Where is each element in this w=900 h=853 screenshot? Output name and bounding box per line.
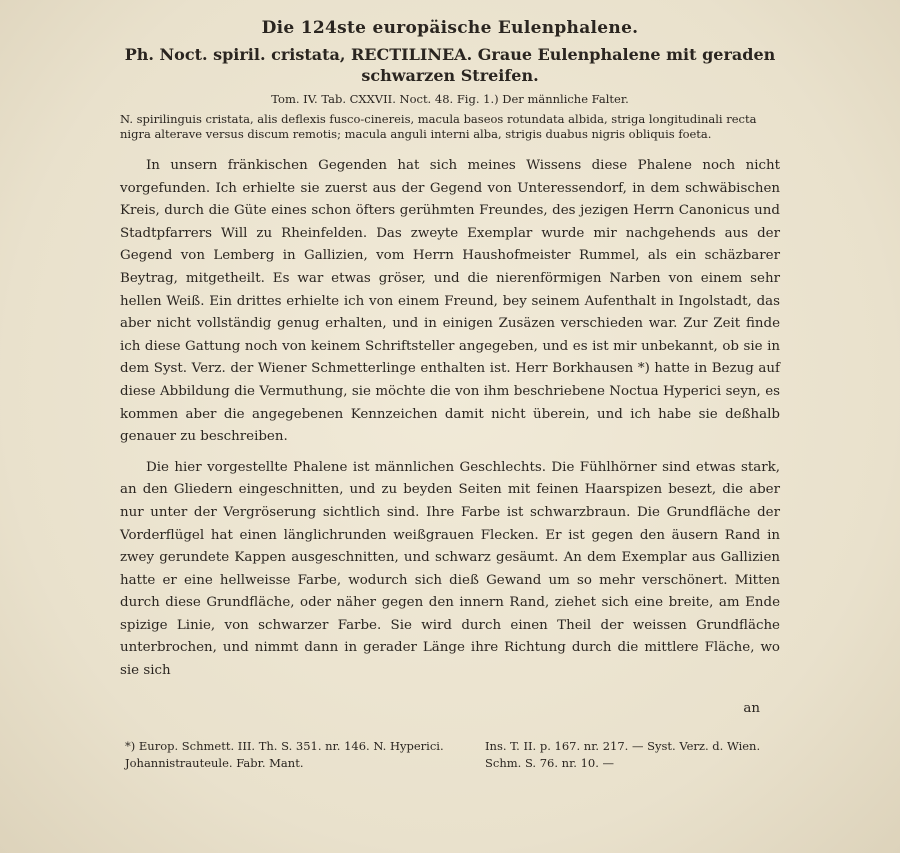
footnote-left: *) Europ. Schmett. III. Th. S. 351. nr. 146. N. Hyperici. Johannistrauteule. Fabr. Mant. (125, 739, 444, 770)
paragraph: Die hier vorgestellte Phalene ist männlichen Geschlechts. Die Fühlhörner sind etwas stark, an den Gliedern eingeschnitten, und zu beyden Seiten mit feinen Haarspizen besezt, die aber nur unter der Vergröserung sichtlich sind. Ihre Farbe ist schwarzbraun. Die Grundfläche der Vorderflügel hat einen länglichrunden weißgrauen Flecken. Er ist gegen den äusern Rand in zwey gerundete Kappen ausgeschnitten, und schwarz gesäumt. An dem Exemplar aus Gallizien hatte er eine hellweisse Farbe, wodurch sich dieß Gewand um so mehr verschönert. Mitten durch diese Grundfläche, oder näher gegen den innern Rand, ziehet sich eine breite, am Ende spizige Linie, von schwarzer Farbe. Sie wird durch einen Theil der weissen Grundfläche unterbrochen, und nimmt dann in gerader Länge ihre Richtung durch die mittlere Fläche, wo sie sich (120, 459, 780, 679)
body-text (120, 155, 780, 683)
species-subtitle: Ph. Noct. spiril. cristata, RECTILINEA. Graue Eulenphalene mit geraden schwarzen Streifen. (124, 45, 776, 85)
page-title: Die 124ste europäische Eulenphalene. (261, 18, 639, 38)
plate-reference: Tom. IV. Tab. CXXVII. Noct. 48. Fig. 1.) Der männliche Falter. (271, 92, 629, 106)
footnote-right: Ins. T. II. p. 167. nr. 217. — Syst. Verz. d. Wien. Schm. S. 76. nr. 10. — (485, 739, 761, 770)
catchword: an (743, 701, 760, 716)
paragraph: In unsern fränkischen Gegenden hat sich meines Wissens diese Phalene noch nicht vorgefunden. Ich erhielte sie zuerst aus der Gegend von Unteressendorf, in dem schwäbischen Kreis, durch die Güte eines schon öfters gerühmten Freundes, des jezigen Herrn Canonicus und Stadtpfarrers Will zu Rheinfelden. Das zweyte Exemplar wurde mir nachgehends aus der Gegend von Lemberg in Gallizien, vom Herrn Haushofmeister Rummel, als ein schäzbarer Beytrag, mitgetheilt. Es war etwas gröser, und die nierenförmigen Narben von einem sehr hellen Weiß. Ein drittes erhielte ich von einem Freund, bey seinem Aufenthalt in Ingolstadt, das aber nicht vollständig genug erhalten, und in einigen Zusäzen verschieden war. Zur Zeit finde ich diese Gattung noch von keinem Schriftsteller angegeben, und es ist mir unbekannt, ob sie in dem Syst. Verz. der Wiener Schmetterlinge enthalten ist. Herr Borkhausen *) hatte in Bezug auf diese Abbildung die Vermuthung, sie möchte die von ihm beschriebene Noctua Hyperici seyn, es kommen aber die angegebenen Kennzeichen damit nicht überein, und ich habe sie deßhalb genauer zu beschreiben. (120, 158, 780, 445)
footnotes (125, 738, 765, 772)
latin-description: N. spirilinguis cristata, alis deflexis fusco-cinereis, macula baseos rotundata albida, striga longitudinali recta nigra alterave versus discum remotis; macula anguli interni alba, strigis duabus nigris obliquis foeta. (120, 112, 757, 141)
